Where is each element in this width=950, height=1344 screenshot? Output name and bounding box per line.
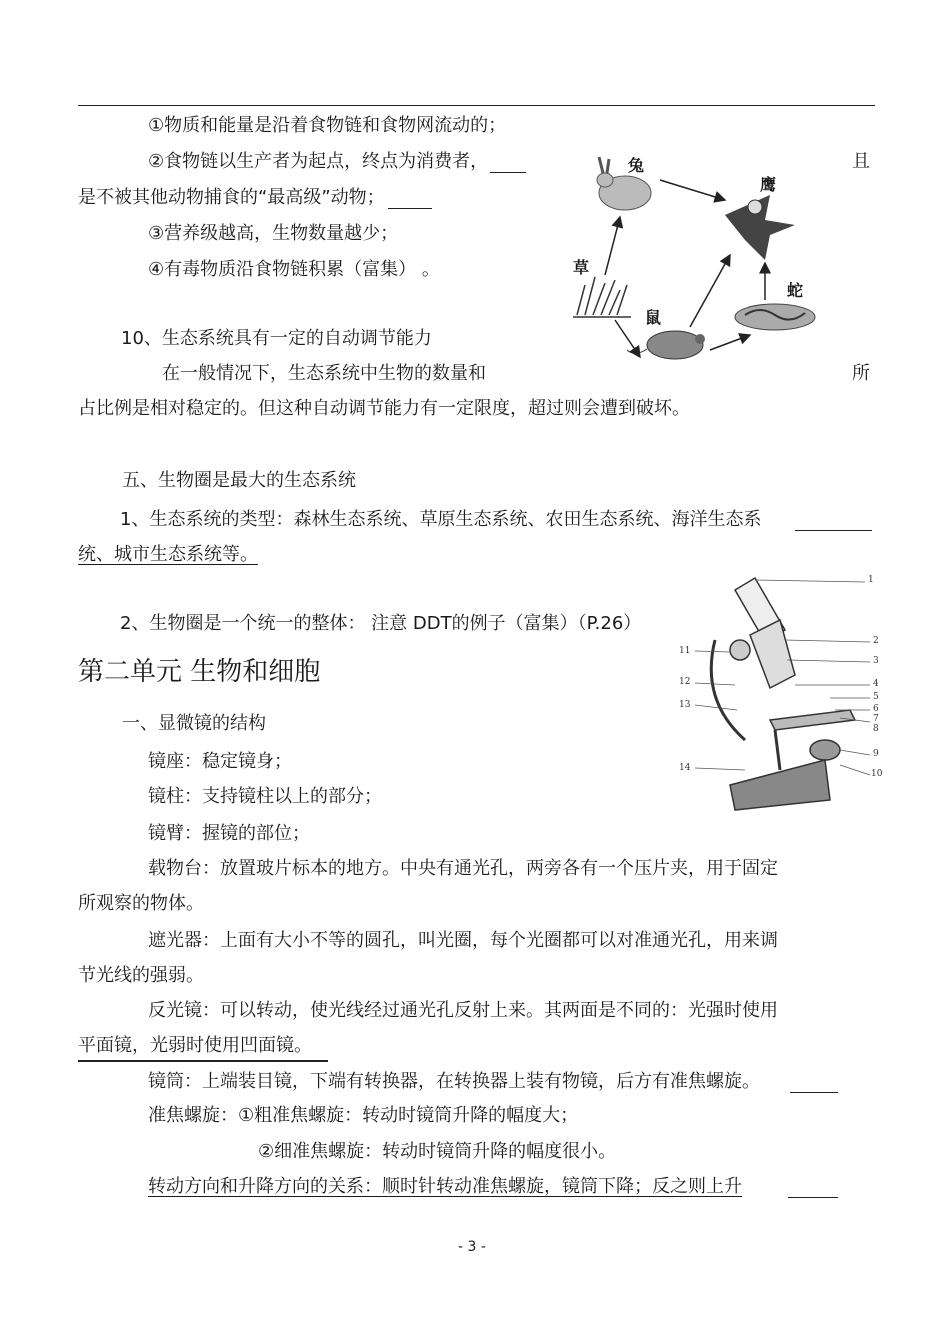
text-line: 镜臂：握镜的部位； (148, 823, 310, 844)
text-line: 节光线的强弱。 (78, 965, 204, 986)
label-rabbit: 兔 (628, 156, 645, 175)
callout-13: 13 (679, 700, 691, 710)
callout-11: 11 (679, 646, 691, 656)
callout-14: 14 (679, 763, 691, 773)
callout-2: 2 (873, 636, 879, 646)
text-line: 遮光器：上面有大小不等的圆孔，叫光圈，每个光圈都可以对准通光孔，用来调 (148, 930, 778, 951)
text-line: ③营养级越高，生物数量越少； (148, 223, 399, 244)
text-line: 10、生态系统具有一定的自动调节能力 (121, 328, 432, 349)
double-underline (78, 1060, 328, 1062)
callout-3: 3 (873, 656, 879, 666)
text-line: 反光镜：可以转动，使光线经过通光孔反射上来。其两面是不同的：光强时使用 (148, 1000, 778, 1021)
text-line: 镜座：稳定镜身； (148, 751, 292, 772)
callout-10: 10 (871, 769, 883, 779)
food-web-drawing (565, 145, 825, 375)
callout-7: 7 (873, 714, 879, 724)
text-line: 转动方向和升降方向的关系：顺时针转动准焦螺旋，镜筒下降；反之则上升 (148, 1176, 742, 1197)
blank-line (788, 1197, 838, 1198)
unit-title: 第二单元 生物和细胞 (78, 657, 321, 687)
text-line: ①物质和能量是沿着食物链和食物网流动的； (148, 115, 507, 136)
header-rule (78, 105, 875, 106)
label-grass: 草 (573, 258, 590, 277)
eagle-icon (725, 195, 795, 260)
text-line: ②食物链以生产者为起点，终点为消费者， (148, 151, 489, 172)
text-line: 是不被其他动物捕食的“最高级”动物； (78, 187, 385, 208)
text-line: 准焦螺旋：①粗准焦螺旋：转动时镜筒升降的幅度大； (148, 1105, 579, 1126)
blank-line (790, 1092, 838, 1093)
food-web-figure (565, 145, 825, 375)
microscope-drawing (675, 570, 885, 815)
text-line: 且 (852, 151, 870, 172)
text-line: 统、城市生态系统等。 (78, 544, 258, 565)
callout-5: 5 (873, 692, 879, 702)
text-line: 占比例是相对稳定的。但这种自动调节能力有一定限度，超过则会遭到破坏。 (78, 398, 690, 419)
text-line: 所观察的物体。 (78, 893, 204, 914)
blank-line (388, 208, 432, 209)
grass-icon (573, 277, 631, 317)
text-line: ④有毒物质沿食物链积累（富集） 。 (148, 259, 440, 280)
callout-12: 12 (679, 677, 691, 687)
section-heading: 一、显微镜的结构 (122, 713, 266, 734)
text-line: 1、生态系统的类型：森林生态系统、草原生态系统、农田生态系统、海洋生态系 (120, 509, 762, 530)
section-heading: 五、生物圈是最大的生态系统 (122, 470, 356, 491)
text-line: 载物台：放置玻片标本的地方。中央有通光孔，两旁各有一个压片夹，用于固定 (148, 858, 778, 879)
label-snake: 蛇 (787, 281, 804, 300)
callout-6: 6 (873, 704, 879, 714)
callout-1: 1 (868, 575, 874, 585)
text-line: 在一般情况下，生态系统中生物的数量和 (162, 363, 486, 384)
callout-9: 9 (873, 749, 879, 759)
blank-line (490, 172, 526, 173)
microscope-figure (675, 570, 885, 815)
text-line: ②细准焦螺旋：转动时镜筒升降的幅度很小。 (258, 1141, 617, 1162)
text-line: 2、生物圈是一个统一的整体： 注意 DDT的例子（富集）（P.26） (120, 613, 642, 634)
text-line: 所 (852, 363, 870, 384)
text-line: 平面镜，光弱时使用凹面镜。 (78, 1035, 312, 1056)
page-number: - 3 - (458, 1239, 486, 1255)
label-eagle: 鹰 (760, 175, 777, 194)
callout-8: 8 (873, 724, 879, 734)
label-mouse: 鼠 (645, 308, 662, 327)
callout-4: 4 (873, 679, 879, 689)
text-line: 镜筒：上端装目镜，下端有转换器，在转换器上装有物镜，后方有准焦螺旋。 (148, 1071, 760, 1092)
text-line: 镜柱：支持镜柱以上的部分； (148, 786, 382, 807)
blank-line (795, 530, 872, 531)
snake-icon (735, 304, 815, 330)
